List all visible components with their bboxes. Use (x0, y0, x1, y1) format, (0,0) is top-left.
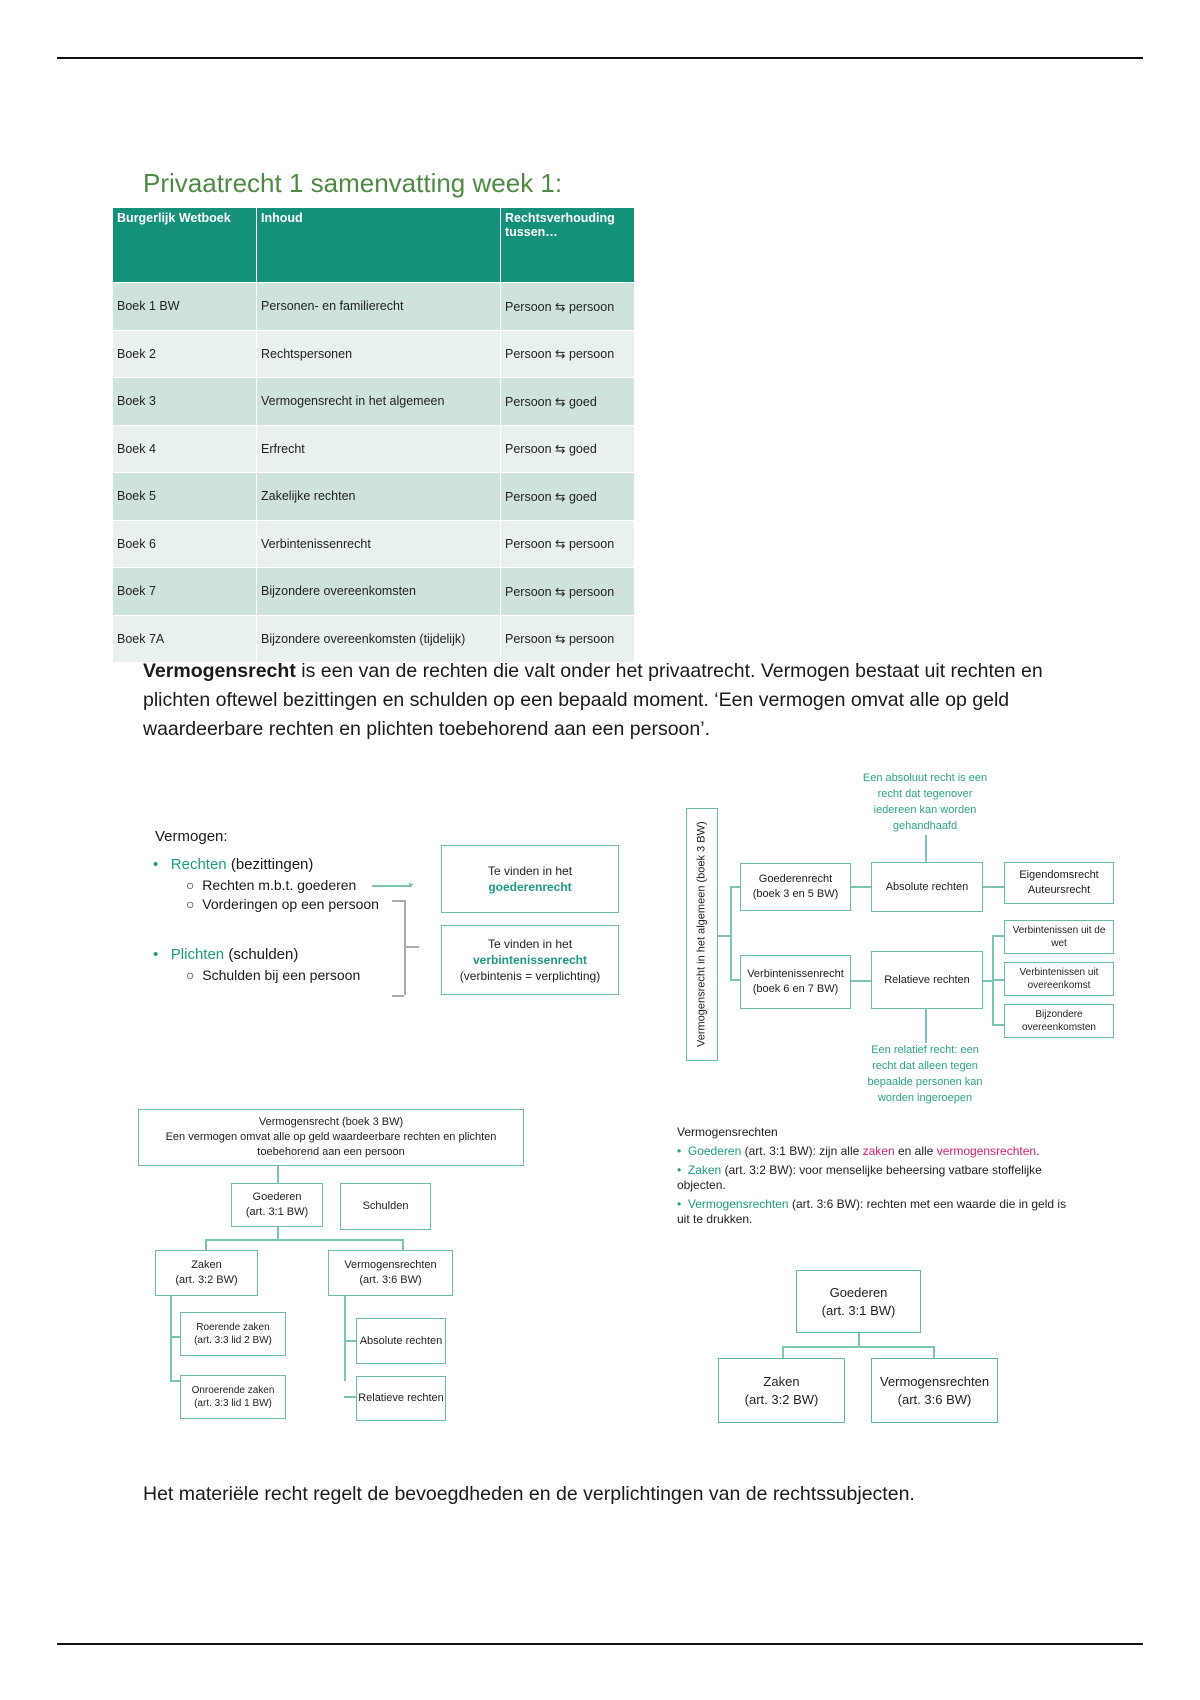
verbintenis-overeenkomst-node: Verbintenissen uit overeenkomst (1004, 962, 1114, 996)
connector (344, 1340, 356, 1342)
table-row (113, 378, 635, 426)
bullet-icon: • (153, 856, 159, 873)
tree-root (138, 1109, 524, 1166)
circle-bullet-icon: ○ (186, 967, 195, 983)
table-row (113, 283, 635, 331)
table-cell: Boek 4 (113, 425, 257, 473)
table-cell: Personen- en familierecht (257, 283, 501, 331)
table-cell: Persoon ⇆ persoon (501, 568, 635, 616)
table-cell: Persoon ⇆ goed (501, 425, 635, 473)
node-label: Goederen (829, 1284, 888, 1300)
connector (344, 1296, 346, 1381)
table-cell: Boek 5 (113, 473, 257, 521)
roerende-zaken-node (180, 1312, 286, 1356)
node-label: Auteursrecht (1027, 884, 1091, 896)
legal-highlight: vermogensrechten (936, 1144, 1037, 1158)
table-cell: Persoon ⇆ persoon (501, 330, 635, 378)
connector (170, 1336, 180, 1338)
circle-bullet-icon: ○ (186, 877, 195, 893)
connector (277, 1227, 279, 1239)
schulden-node: Schulden (340, 1183, 431, 1230)
goederenrecht-node (740, 863, 851, 911)
sub-item (186, 877, 356, 893)
legal-highlight: zaken (862, 1144, 895, 1158)
node-label: Vermogensrechten (344, 1259, 437, 1272)
box-term: verbintenissenrecht (472, 952, 588, 967)
box-text: Te vinden in het (487, 863, 573, 878)
table-row (113, 568, 635, 616)
connector (933, 1346, 935, 1358)
node-label: Goederen (252, 1191, 302, 1204)
legal-text: . (1036, 1144, 1040, 1158)
legal-term: Zaken (687, 1163, 722, 1177)
arrow-right-icon: ▸ (409, 879, 414, 889)
legal-text: (art. 3:2 BW): voor menselijke beheersing vatbare stoffelijke objecten. (677, 1163, 1042, 1192)
sub-item-label: Rechten m.b.t. goederen (202, 877, 357, 893)
node-ref: (art. 3:2 BW) (744, 1391, 819, 1407)
node-ref: (art. 3:6 BW) (897, 1391, 972, 1407)
legal-item (677, 1197, 1077, 1227)
circle-bullet-icon: ○ (186, 896, 195, 912)
goederenrecht-box (441, 845, 619, 913)
table-header: Burgerlijk Wetboek (113, 208, 257, 283)
vermogensrecht-vertical-box (686, 808, 718, 1061)
zaken-node (155, 1250, 258, 1296)
bracket (404, 900, 406, 995)
vermogen-heading: Vermogen: (155, 828, 228, 845)
table-header: Inhoud (257, 208, 501, 283)
page-title: Privaatrecht 1 samenvatting week 1: (143, 168, 563, 198)
table-cell: Verbintenissenrecht (257, 520, 501, 568)
connector (170, 1296, 172, 1381)
node-ref: (art. 3:3 lid 1 BW) (194, 1398, 272, 1409)
absolute-note: Een absoluut recht is een recht dat tegenover iedereen kan worden gehandhaafd (862, 772, 988, 832)
legal-item (677, 1144, 1077, 1159)
vermogensrecht-paragraph (143, 657, 1073, 744)
connector (925, 1009, 927, 1043)
node-ref: (art. 3:2 BW) (175, 1274, 238, 1286)
connector (851, 886, 871, 888)
connector (782, 1346, 934, 1348)
connector (851, 980, 871, 982)
node-ref: (art. 3:6 BW) (359, 1274, 422, 1286)
table-cell: Bijzondere overeenkomsten (tijdelijk) (257, 615, 501, 662)
node-label: Goederenrecht (758, 873, 833, 886)
legal-term: Vermogensrechten (687, 1197, 789, 1211)
bullet-icon: • (677, 1144, 682, 1158)
box-text: (verbintenis = verplichting) (459, 969, 601, 984)
sub-item (186, 967, 360, 983)
bullet-icon: • (677, 1197, 682, 1211)
box-term: goederenrecht (488, 880, 572, 894)
vermogensrechten-text (677, 1125, 1077, 1231)
sub-item-label: Vorderingen op een persoon (202, 896, 379, 912)
connector (718, 935, 730, 937)
table-header: Rechtsverhouding tussen… (501, 208, 635, 283)
bracket (392, 995, 404, 997)
top-rule (57, 57, 1143, 59)
table-cell: Boek 6 (113, 520, 257, 568)
connector (730, 979, 740, 981)
bijzondere-overeenkomsten-node: Bijzondere overeenkomsten (1004, 1004, 1114, 1038)
connector (992, 1024, 1004, 1026)
node-label: Eigendomsrecht (1019, 869, 1099, 882)
connector (170, 1380, 180, 1382)
table-cell: Boek 3 (113, 378, 257, 426)
goederen-root-node (796, 1270, 921, 1333)
table-header-row (113, 208, 635, 283)
rechten-suffix: (bezittingen) (226, 856, 314, 873)
table-row (113, 473, 635, 521)
table-cell: Erfrecht (257, 425, 501, 473)
connector (205, 1239, 403, 1241)
bw-table (113, 208, 635, 662)
table-cell: Boek 1 BW (113, 283, 257, 331)
legal-heading: Vermogensrechten (677, 1125, 778, 1139)
box-text: Te vinden in het (487, 936, 573, 951)
bracket (392, 900, 404, 902)
node-label: Een vermogen omvat alle op geld waardeerbare rechten en plichten toebehorend aan een persoon (165, 1131, 497, 1158)
connector (372, 885, 412, 887)
table-cell: Persoon ⇆ persoon (501, 520, 635, 568)
node-label: Roerende zaken (196, 1321, 270, 1333)
legal-item (677, 1163, 1077, 1193)
table-cell: Boek 7 (113, 568, 257, 616)
node-label: Verbintenissenrecht (747, 968, 844, 981)
node-label: Vermogensrechten (879, 1373, 990, 1389)
table-cell: Bijzondere overeenkomsten (257, 568, 501, 616)
goederen-node (231, 1183, 323, 1227)
relatieve-rechten-node: Relatieve rechten (871, 951, 983, 1009)
connector (983, 980, 992, 982)
table-cell: Persoon ⇆ goed (501, 473, 635, 521)
node-ref: (boek 6 en 7 BW) (752, 983, 839, 995)
bottom-rule (57, 1643, 1143, 1645)
bullet-icon: • (153, 946, 159, 963)
table-row (113, 615, 635, 662)
vermogensrechten-node (328, 1250, 453, 1296)
bold-term: Vermogensrecht (143, 660, 296, 682)
table-cell: Persoon ⇆ persoon (501, 615, 635, 662)
rechten-term: Rechten (170, 856, 227, 873)
table-cell: Persoon ⇆ goed (501, 378, 635, 426)
sub-item-label: Schulden bij een persoon (202, 967, 361, 983)
table-cell: Boek 7A (113, 615, 257, 662)
connector (992, 935, 1004, 937)
sub-item (186, 896, 379, 912)
plichten-term: Plichten (170, 946, 225, 963)
relatieve-rechten-leaf: Relatieve rechten (356, 1376, 446, 1421)
verbintenis-wet-node: Verbintenissen uit de wet (1004, 920, 1114, 954)
list-item-plichten (153, 946, 298, 963)
connector (730, 886, 740, 888)
zaken-leaf-node (718, 1358, 845, 1423)
node-ref: (art. 3:1 BW) (245, 1206, 309, 1218)
connector (782, 1346, 784, 1358)
table-cell: Boek 2 (113, 330, 257, 378)
table-row (113, 520, 635, 568)
legal-term: Goederen (687, 1144, 742, 1158)
bullet-icon: • (677, 1163, 682, 1177)
connector (983, 886, 1004, 888)
table-row (113, 425, 635, 473)
vertical-label: Vermogensrecht in het algemeen (boek 3 BW) (695, 821, 708, 1048)
verbintenissenrecht-node (740, 955, 851, 1009)
node-label: Zaken (763, 1373, 800, 1389)
node-ref: (art. 3:1 BW) (821, 1302, 896, 1318)
connector (344, 1396, 356, 1398)
node-ref: (art. 3:3 lid 2 BW) (194, 1335, 272, 1346)
table-row (113, 330, 635, 378)
legal-text: (art. 3:6 BW): rechten met een waarde die in geld is uit te drukken. (677, 1197, 1067, 1226)
table-cell: Rechtspersonen (257, 330, 501, 378)
paragraph-text: is een van de rechten die valt onder het privaatrecht. Vermogen bestaat uit rechten en plichten oftewel bezittingen en schulden op een bepaald moment. ‘Een vermogen omvat alle op geld waardeerbare rechten en plichten toebehorend aan een persoon’. (143, 660, 1043, 740)
node-ref: (boek 3 en 5 BW) (752, 888, 839, 900)
vermogensrechten-leaf-node (871, 1358, 998, 1423)
connector (730, 886, 732, 980)
list-item-rechten (153, 856, 313, 873)
table-cell: Vermogensrecht in het algemeen (257, 378, 501, 426)
plichten-suffix: (schulden) (224, 946, 299, 963)
relatief-note: Een relatief recht: een recht dat alleen tegen bepaalde personen kan worden ingeroepen (867, 1044, 983, 1104)
connector (858, 1333, 860, 1347)
eigendom-node (1004, 862, 1114, 904)
absolute-rechten-node: Absolute rechten (871, 862, 983, 912)
table-cell: Persoon ⇆ persoon (501, 283, 635, 331)
node-label: Zaken (191, 1259, 222, 1272)
connector (277, 1166, 279, 1184)
node-label: Onroerende zaken (191, 1384, 275, 1396)
materiele-recht-paragraph: Het materiële recht regelt de bevoegdheden en de verplichtingen van de rechtssubjecten. (143, 1483, 915, 1505)
absolute-rechten-leaf: Absolute rechten (356, 1318, 446, 1364)
table-cell: Zakelijke rechten (257, 473, 501, 521)
verbintenissenrecht-box (441, 925, 619, 995)
node-label: Vermogensrecht (boek 3 BW) (258, 1116, 404, 1129)
bracket (405, 946, 419, 948)
onroerende-zaken-node (180, 1375, 286, 1419)
legal-text: en alle (894, 1144, 937, 1158)
connector (925, 835, 927, 863)
connector (992, 979, 1004, 981)
legal-text: (art. 3:1 BW): zijn alle (741, 1144, 863, 1158)
